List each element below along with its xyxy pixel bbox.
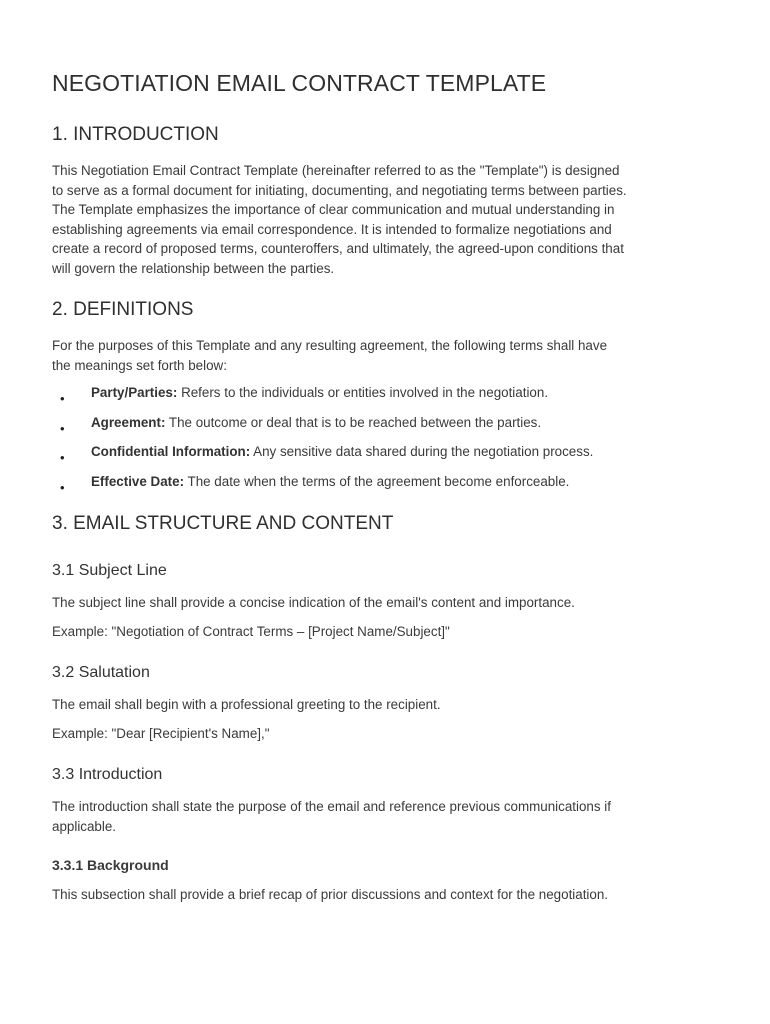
section-heading-introduction: 1. INTRODUCTION: [52, 124, 219, 145]
paragraph-line: will govern the relationship between the parties.: [52, 260, 335, 276]
paragraph-line: the meanings set forth below:: [52, 357, 227, 373]
subsection-heading-salutation: 3.2 Salutation: [52, 664, 150, 681]
definition-entry: [91, 442, 593, 462]
definition-entry: [91, 383, 548, 403]
list-item: [52, 413, 722, 443]
introduction-paragraph: [52, 161, 722, 278]
bullet-icon: •: [60, 420, 65, 436]
definition-term: Party/Parties:: [91, 385, 178, 400]
bullet-icon: •: [60, 391, 65, 406]
definition-term: Agreement:: [91, 414, 166, 430]
background-text: This subsection shall provide a brief recap of prior discussions and context for the negotiation.: [52, 887, 609, 902]
definitions-paragraph: [52, 336, 722, 375]
subsection-heading-introduction: 3.3 Introduction: [52, 766, 163, 783]
paragraph-line: The introduction shall state the purpose of the email and reference previous communications if: [52, 799, 611, 814]
salutation-text: The email shall begin with a professional greeting to the recipient.: [52, 697, 441, 712]
section-heading-definitions: 2. DEFINITIONS: [52, 299, 194, 320]
list-item: [52, 442, 722, 472]
paragraph-line: For the purposes of this Template and any resulting agreement, the following terms shall have: [52, 338, 608, 353]
subsection-heading-background: 3.3.1 Background: [52, 857, 169, 873]
document-title: NEGOTIATION EMAIL CONTRACT TEMPLATE: [52, 70, 547, 96]
subject-line-example: Example: "Negotiation of Contract Terms – [Project Name/Subject]": [52, 624, 450, 639]
definition-term: Effective Date:: [91, 473, 185, 489]
definition-term: Confidential Information:: [91, 444, 251, 459]
paragraph-line: create a record of proposed terms, counteroffers, and ultimately, the agreed-upon conditions that: [52, 241, 624, 256]
paragraph-line: The Template emphasizes the importance of clear communication and mutual understanding in: [52, 202, 615, 217]
definition-text: The date when the terms of the agreement become enforceable.: [184, 473, 570, 489]
list-item: [52, 383, 722, 413]
paragraph-line: establishing agreements via email correspondence. It is intended to formalize negotiations and: [52, 221, 612, 237]
definition-text: Refers to the individuals or entities involved in the negotiation.: [177, 385, 549, 400]
salutation-example: Example: "Dear [Recipient's Name],": [52, 726, 270, 741]
paragraph-line: to serve as a formal document for initiating, documenting, and negotiating terms between parties.: [52, 182, 627, 198]
email-introduction-paragraph: [52, 797, 722, 836]
definition-entry: [91, 413, 541, 433]
bullet-icon: •: [60, 450, 65, 465]
definition-text: Any sensitive data shared during the negotiation process.: [250, 444, 594, 459]
bullet-icon: •: [60, 479, 65, 495]
subject-line-text: The subject line shall provide a concise indication of the email's content and importance.: [52, 595, 575, 610]
definitions-list: [52, 383, 722, 501]
section-heading-email-structure: 3. EMAIL STRUCTURE AND CONTENT: [52, 513, 394, 534]
paragraph-line: This Negotiation Email Contract Template (hereinafter referred to as the "Template") is designed: [52, 163, 620, 178]
paragraph-line: applicable.: [52, 818, 117, 834]
subsection-heading-subject-line: 3.1 Subject Line: [52, 562, 167, 579]
definition-text: The outcome or deal that is to be reached between the parties.: [165, 414, 542, 430]
list-item: [52, 472, 722, 502]
definition-entry: [91, 472, 569, 492]
